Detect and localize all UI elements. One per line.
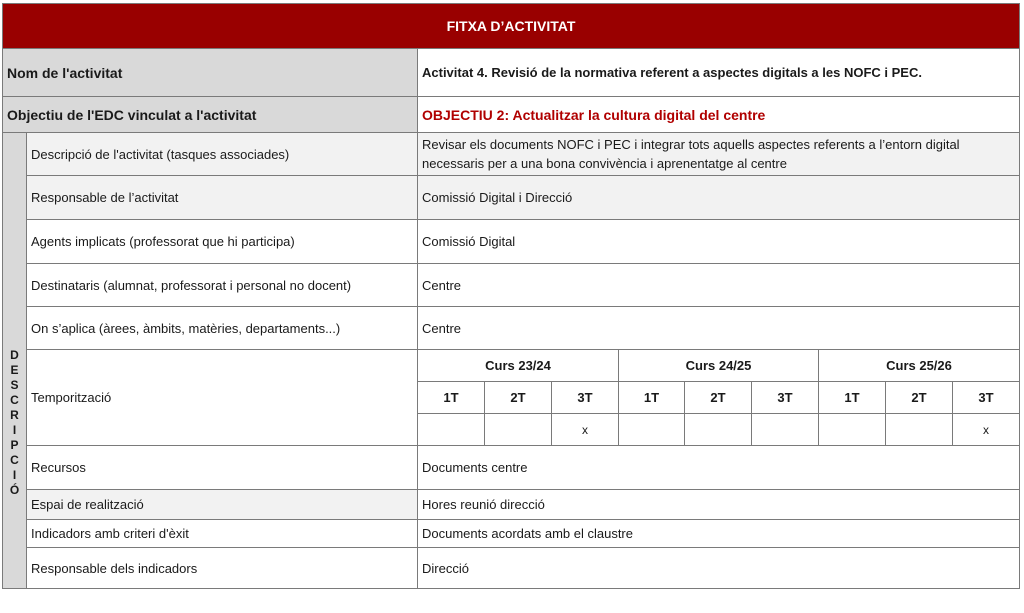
term-mark [418, 414, 485, 446]
term-mark [485, 414, 552, 446]
recipients-label: Destinataris (alumnat, professorat i personal no docent) [27, 264, 418, 307]
term-header: 3T [953, 382, 1020, 414]
term-header: 2T [886, 382, 953, 414]
applies-value: Centre [418, 307, 1020, 350]
term-header: 1T [418, 382, 485, 414]
objective-label: Objectiu de l'EDC vinculat a l'activitat [3, 97, 418, 133]
agents-label: Agents implicats (professorat que hi participa) [27, 220, 418, 264]
agents-value: Comissió Digital [418, 220, 1020, 264]
year-header: Curs 23/24 [418, 350, 619, 382]
indicators-responsible-value: Direcció [418, 548, 1020, 589]
indicators-responsible-label: Responsable dels indicadors [27, 548, 418, 589]
activity-table [2, 3, 1020, 589]
term-header: 1T [819, 382, 886, 414]
indicators-label: Indicadors amb criteri d'èxit [27, 520, 418, 548]
term-mark: x [552, 414, 619, 446]
space-label: Espai de realització [27, 490, 418, 520]
term-header: 3T [752, 382, 819, 414]
term-mark [752, 414, 819, 446]
resources-label: Recursos [27, 446, 418, 490]
description-label: Descripció de l'activitat (tasques associades) [27, 133, 418, 176]
responsible-label: Responsable de l’activitat [27, 176, 418, 220]
activity-name-value: Activitat 4. Revisió de la normativa referent a aspectes digitals a les NOFC i PEC. [418, 49, 1020, 97]
term-header: 2T [685, 382, 752, 414]
indicators-value: Documents acordats amb el claustre [418, 520, 1020, 548]
term-header: 2T [485, 382, 552, 414]
responsible-value: Comissió Digital i Direcció [418, 176, 1020, 220]
term-mark [886, 414, 953, 446]
objective-value: OBJECTIU 2: Actualitzar la cultura digital del centre [418, 97, 1020, 133]
term-mark [685, 414, 752, 446]
year-header: Curs 24/25 [619, 350, 819, 382]
resources-value: Documents centre [418, 446, 1020, 490]
year-header: Curs 25/26 [819, 350, 1020, 382]
applies-label: On s’aplica (àrees, àmbits, matèries, departaments...) [27, 307, 418, 350]
sheet-title: FITXA D’ACTIVITAT [3, 4, 1020, 49]
activity-sheet [2, 3, 1019, 589]
activity-name-label: Nom de l'activitat [3, 49, 418, 97]
term-header: 3T [552, 382, 619, 414]
description-side-label: D E S C R I P C I Ó [3, 133, 27, 589]
space-value: Hores reunió direcció [418, 490, 1020, 520]
term-mark [819, 414, 886, 446]
term-mark [619, 414, 685, 446]
term-mark: x [953, 414, 1020, 446]
term-header: 1T [619, 382, 685, 414]
timing-label: Temporització [27, 350, 418, 446]
description-value: Revisar els documents NOFC i PEC i integrar tots aquells aspectes referents a l’entorn digital necessaris per a una bona convivència i aprenentatge al centre [418, 133, 1020, 176]
recipients-value: Centre [418, 264, 1020, 307]
